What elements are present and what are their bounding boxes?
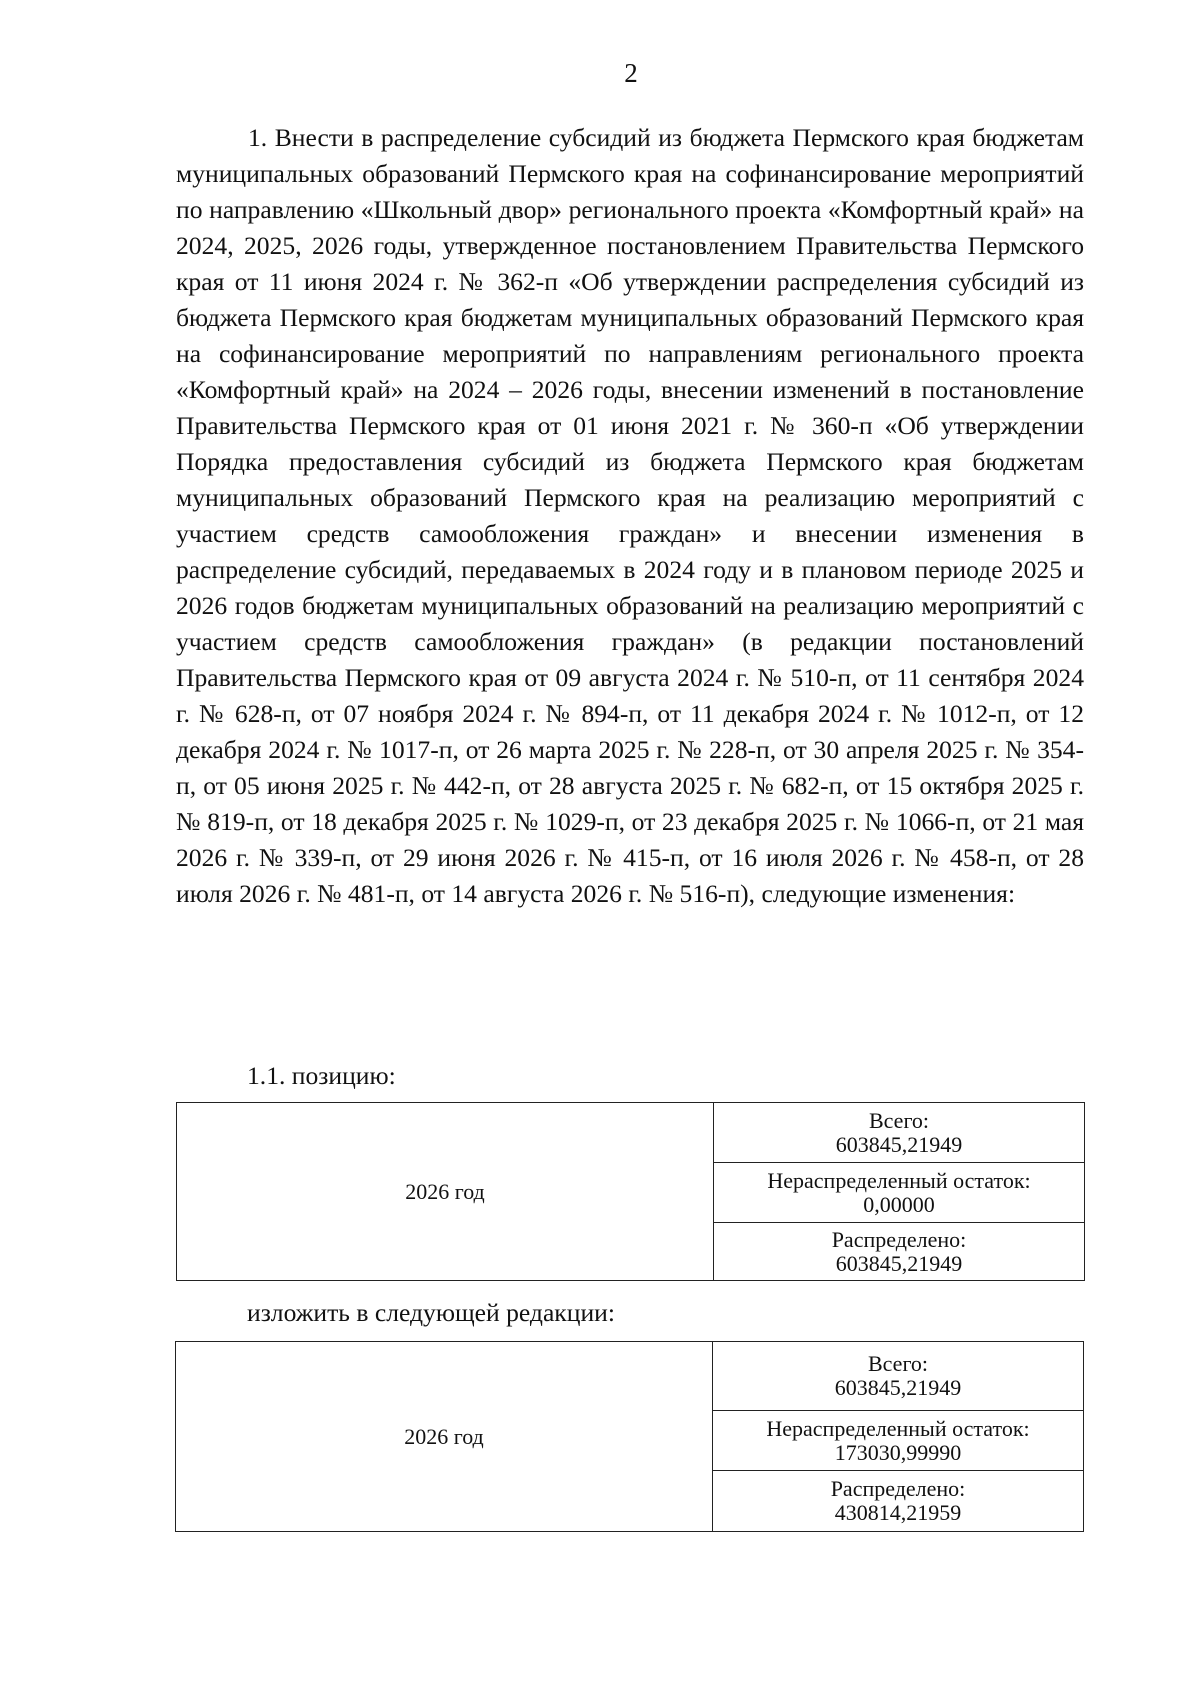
remainder-cell <box>713 1411 1084 1471</box>
total-value: 603845,21949 <box>835 1131 963 1157</box>
remainder-label: Нераспределенный остаток: <box>766 1415 1030 1441</box>
remainder-label: Нераспределенный остаток: <box>767 1167 1031 1193</box>
year-cell: 2026 год <box>177 1103 714 1281</box>
restate-text: изложить в следующей редакции: <box>247 1298 615 1327</box>
year-cell: 2026 год <box>176 1342 713 1532</box>
subpoint-1-1: 1.1. позицию: <box>247 1061 396 1090</box>
remainder-cell <box>714 1163 1085 1223</box>
total-cell <box>714 1103 1085 1163</box>
remainder-value: 173030,99990 <box>834 1439 962 1465</box>
total-label: Всего: <box>867 1351 929 1376</box>
distributed-label: Распределено: <box>830 1476 966 1501</box>
distributed-cell <box>714 1223 1085 1281</box>
total-label: Всего: <box>868 1107 930 1133</box>
page-number: 2 <box>624 58 638 88</box>
distributed-value: 430814,21959 <box>834 1500 962 1525</box>
allocation-table-old <box>176 1102 1085 1281</box>
distributed-value: 603845,21949 <box>835 1250 963 1276</box>
paragraph-1: 1. Внести в распределение субсидий из бюджета Пермского края бюджетам муниципальных образований Пермского края на софинансирование мероприятий по направлению «Школьный двор» регионального проекта «Комфортный край» на 2024, 2025, 2026 годы, утвержденное постановлением Правительства Пермского края от 11 июня 2024 г. № 362-п «Об утверждении распределения субсидий из бюджета Пермского края бюджетам муниципальных образований Пермского края на софинансирование мероприятий по направлениям регионального проекта «Комфортный край» на 2024 – 2026 годы, внесении изменений в постановление Правительства Пермского края от 01 июня 2021 г. № 360-п «Об утверждении Порядка предоставления субсидий из бюджета Пермского края бюджетам муниципальных образований Пермского края на реализацию мероприятий с участием средств самообложения граждан» и внесении изменения в распределение субсидий, передаваемых в 2024 году и в плановом периоде 2025 и 2026 годов бюджетам муниципальных образований на реализацию мероприятий с участием средств самообложения граждан» (в редакции постановлений Правительства Пермского края от 09 августа 2024 г. № 510-п, от 11 сентября 2024 г. № 628-п, от 07 ноября 2024 г. № 894-п, от 11 декабря 2024 г. № 1012-п, от 12 декабря 2024 г. № 1017-п, от 26 марта 2025 г. № 228-п, от 30 апреля 2025 г. № 354-п, от 05 июня 2025 г. № 442-п, от 28 августа 2025 г. № 682-п, от 15 октября 2025 г. № 819-п, от 18 декабря 2025 г. № 1029-п, от 23 декабря 2025 г. № 1066-п, от 21 мая 2026 г. № 339-п, от 29 июня 2026 г. № 415-п, от 16 июля 2026 г. № 458-п, от 28 июля 2026 г. № 481-п, от 14 августа 2026 г. № 516-п), следующие изменения: <box>176 123 1084 908</box>
total-value: 603845,21949 <box>834 1375 962 1400</box>
allocation-table-new <box>175 1341 1084 1532</box>
distributed-cell <box>713 1471 1084 1532</box>
distributed-label: Распределено: <box>831 1226 967 1252</box>
remainder-value: 0,00000 <box>863 1191 935 1217</box>
total-cell <box>713 1342 1084 1411</box>
